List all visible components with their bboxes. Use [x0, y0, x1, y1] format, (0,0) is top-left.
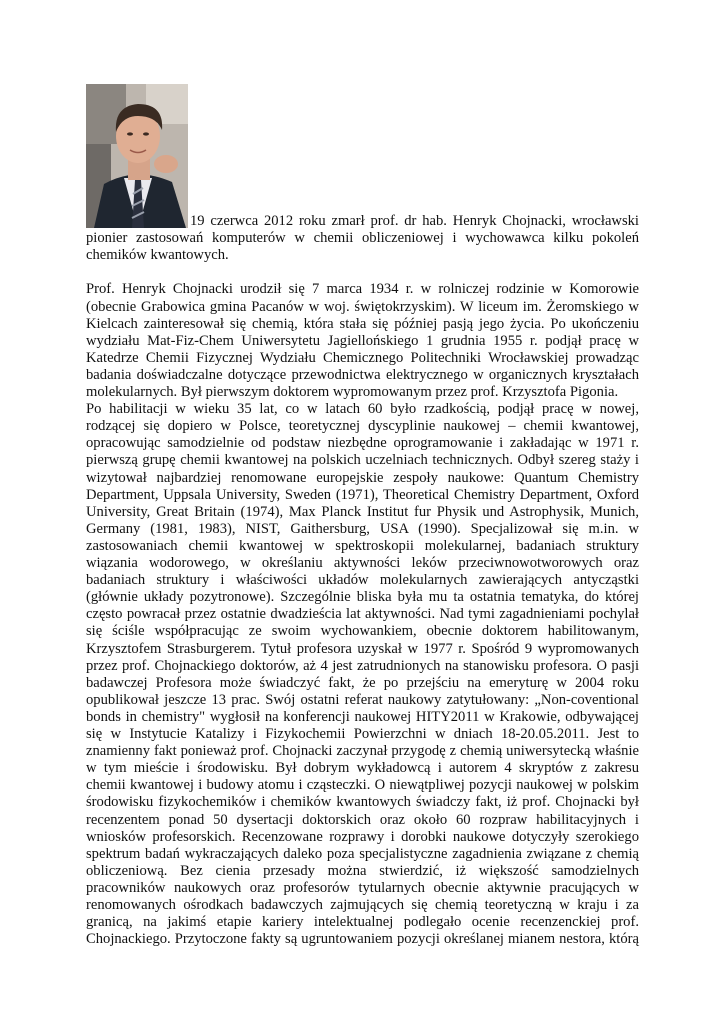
- article-line: przez prof. Chojnackiego doktorów, aż 4 jest zatrudnionych na stanowisku profesora. O pasji: [86, 657, 639, 674]
- article-line: recenzentem ponad 50 dysertacji doktorskich oraz około 60 rozpraw habilitacyjnych i: [86, 811, 639, 828]
- article-line: badania doświadczalne dotyczące przewodnictwa elektrycznego w organicznych kryształach: [86, 366, 639, 383]
- article-line: (obecnie Grabowica gmina Pacanów w woj. świętokrzyskim). W liceum im. Żeromskiego w: [86, 298, 639, 315]
- article-line: granicą, na jakimś etapie kariery intelektualnej podlegało ocenie recenzenckiej prof.: [86, 914, 639, 931]
- article-line: pionier zastosowań komputerów w chemii obliczeniowej i wychowawca kilku pokoleń: [86, 230, 639, 247]
- article-line: Prof. Henryk Chojnacki urodził się 7 marca 1934 r. w rolniczej rodzinie w Komorowie: [86, 281, 639, 298]
- article-line: się w Instytucie Katalizy i Fizykochemii Powierzchni w dniach 18-20.05.2011. Jest to: [86, 726, 639, 742]
- article-line: się ściśle współpracując ze swoim wychowankiem, obecnie doktorem habilitowanym,: [86, 623, 639, 640]
- article-line: (głównie układy pozytronowe). Szczególnie bliska była mu ta ostatnia tematyka, do której: [86, 589, 639, 606]
- article-line: molekularnych. Był pierwszym doktorem wypromowanym przez prof. Krzysztofa Pigonia.: [86, 384, 619, 400]
- article-line: badaniach struktury i właściwości układów molekularnych zawierających antycząstki: [86, 572, 639, 589]
- article-line: wniosków profesorskich. Recenzowane rozprawy i dorobki naukowe dotyczyły szerokiego: [86, 828, 639, 845]
- article-line: University, Great Britain (1974), Max Planck Institut fur Physik und Astrophysik, Munich,: [86, 503, 639, 520]
- article-line: chemii kwantowej i budowy atomu i cząsteczki. O niewątpliwej pozycji naukowej w polskim: [86, 777, 639, 794]
- article-first-line: 19 czerwca 2012 roku zmarł prof. dr hab. Henryk Chojnacki, wrocławski: [190, 213, 639, 229]
- article-line: pracowników naukowych oraz profesorów tytularnych obecnie aktywnie pracujących w: [86, 879, 639, 896]
- article-line: Katedrze Chemii Fizycznej Wydziału Chemicznego Politechniki Wrocławskiej prowadząc: [86, 349, 639, 366]
- article-line: pierwszą grupę chemii kwantowej na polskich uczelniach technicznych. Odbył szereg staży i: [86, 452, 639, 469]
- article-line: obliczeniową. Bez cienia przesady można stwierdzić, iż większość samodzielnych: [86, 862, 639, 879]
- article-line: badawczej Profesora może świadczyć fakt, że po przejściu na emeryturę w 2004 roku: [86, 674, 639, 691]
- article-line: Kielcach zainteresował się chemią, która stała się później pasją jego życia. Po ukończeniu: [86, 315, 639, 332]
- article-line: znamienny fakt ponieważ prof. Chojnacki zaczynał przygodę z chemią uniwersytecką właśnie: [86, 743, 639, 760]
- article-line: wizytował najbardziej renomowane europejskie zespoły naukowe: Quantum Chemistry: [86, 469, 639, 486]
- portrait-photo: [86, 84, 188, 228]
- article-line: opublikował jeszcze 13 prac. Swój ostatni referat naukowy zatytułowany: „Non-coventional: [86, 691, 639, 708]
- article-line: Germany (1981, 1983), NIST, Gaithersburg, USA (1990). Specjalizował się m.in. w: [86, 520, 639, 537]
- article-line: w tym mieście i środowisku. Był dobrym wykładowcą i autorem 4 skryptów z zakresu: [86, 760, 639, 777]
- article-line: Po habilitacji w wieku 35 lat, co w latach 60 było rzadkością, podjął pracę w nowej,: [86, 401, 639, 418]
- article-line: zastosowaniach chemii kwantowej w spektroskopii molekularnej, badaniach struktury: [86, 537, 639, 554]
- article-line: bonds in chemistry" wygłosił na konferencji naukowej HITY2011 w Krakowie, odbywającej: [86, 708, 639, 725]
- article-line: spektrum badań wykraczających daleko poza specjalistyczne zagadnienia związane z chemią: [86, 845, 639, 862]
- article-line: opracowując samodzielnie od podstaw niezbędne oprogramowanie i zakładając w 1971 r.: [86, 435, 639, 452]
- article-line: Krzysztofem Strasburgerem. Tytuł profesora uzyskał w 1977 r. Spośród 9 wypromowanych: [86, 640, 639, 657]
- portrait-photo-image: [86, 84, 188, 228]
- article-line: Chojnackiego. Przytoczone fakty są ugruntowaniem pozycji określanej mianem nestora, którą: [86, 931, 639, 948]
- article-line: Department, Uppsala University, Sweden (1971), Theoretical Chemistry Department, Oxford: [86, 486, 639, 503]
- article-line: środowisku fizykochemików i chemików kwantowych świadczy fakt, iż prof. Chojnacki był: [86, 794, 639, 811]
- article-line: chemików kwantowych.: [86, 247, 229, 264]
- article-line: wydziału Mat-Fiz-Chem Uniwersytetu Jagiellońskiego 1 grudnia 1955 r. podjął pracę w: [86, 332, 639, 349]
- article-line: wiązania wodorowego, w określaniu aktywności leków przeciwnowotworowych oraz: [86, 555, 639, 571]
- article-line: często powracał przez ostatnie dwadzieścia lat aktywności. Nad tymi zagadnieniami pochylał: [86, 606, 639, 623]
- article-line: rodzącej się dopiero w Polsce, teoretycznej dyscyplinie naukowej – chemii kwantowej,: [86, 418, 639, 435]
- article-line: renomowanych ośrodkach badawczych zajmujących się chemią teoretyczną w kraju i za: [86, 897, 639, 913]
